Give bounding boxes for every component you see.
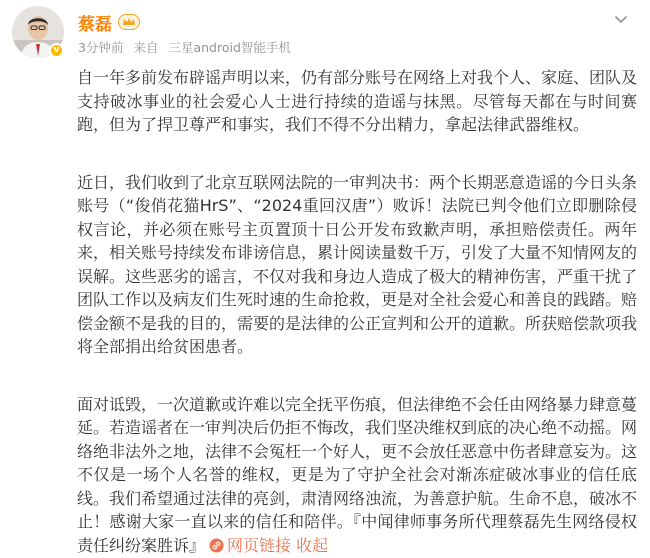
post-paragraph-3-text: 面对诋毁，一次道歉或许难以完全抚平伤痕，但法律绝不会任由网络暴力肆意蔓延。若造谣者在一审判决后仍拒不悔改，我们坚决维权到底的决心绝不动摇。网络绝非法外之地，法律不会冤枉一个好人，更不会放任恶意中伤者肆意妄为。这不仅是一场个人名誉的维权，更是为了守护全社会对渐冻症破冰事业的信任底线。我们希望通过法律的亮剑，肃清网络浊流，为善意护航。生命不息，破冰不止！感谢大家一直以来的信任和陪伴。『中闻律师事务所代理蔡磊先生网络侵权责任纠纷案胜诉』 xyxy=(77,394,638,555)
post-paragraph-1: 自一年多前发布辟谣声明以来，仍有部分账号在网络上对我个人、家庭、团队及支持破冰事业的社会爱心人士进行持续的造谣与抹黑。尽管每天都在与时间赛跑，但为了捍卫尊严和事实，我们不得不分出精力，拿起法律武器维权。 xyxy=(77,68,638,134)
vip-crown-icon[interactable] xyxy=(118,14,140,30)
post-time[interactable]: 3分钟前 xyxy=(78,40,124,55)
post-meta xyxy=(78,38,291,56)
link-icon xyxy=(209,538,224,553)
collapse-link[interactable]: 收起 xyxy=(296,535,329,555)
verified-badge-icon: v xyxy=(49,43,64,58)
web-link[interactable]: 网页链接 xyxy=(227,535,292,555)
post-content xyxy=(77,66,637,557)
post-paragraph-3 xyxy=(77,393,637,558)
chevron-down-icon[interactable] xyxy=(614,12,628,26)
post-paragraph-2: 近日，我们收到了北京互联网法院的一审判决书：两个长期恶意造谣的今日头条账号（“俊俏花猫HrS”、“2024重回汉唐”）败诉！法院已判令他们立即删除侵权言论，并必须在账号主页置顶十日公开发布致歉声明，承担赔偿责任。两年来，相关账号持续发布诽谤信息，累计阅读量数千万，引发了大量不知情网友的误解。这些恶劣的谣言，不仅对我和身边人造成了极大的精神伤害，严重干扰了团队工作以及病友们生死时速的生命抢救，更是对全社会爱心和善良的践踏。赔偿金额不是我的目的，需要的是法律的公正宣判和公开的道歉。所获赔偿款项我将全部捐出给贫困患者。 xyxy=(77,172,638,356)
source-prefix: 来自 xyxy=(133,40,159,55)
user-name[interactable]: 蔡磊 xyxy=(78,14,112,35)
post-source: 三星android智能手机 xyxy=(168,40,291,55)
